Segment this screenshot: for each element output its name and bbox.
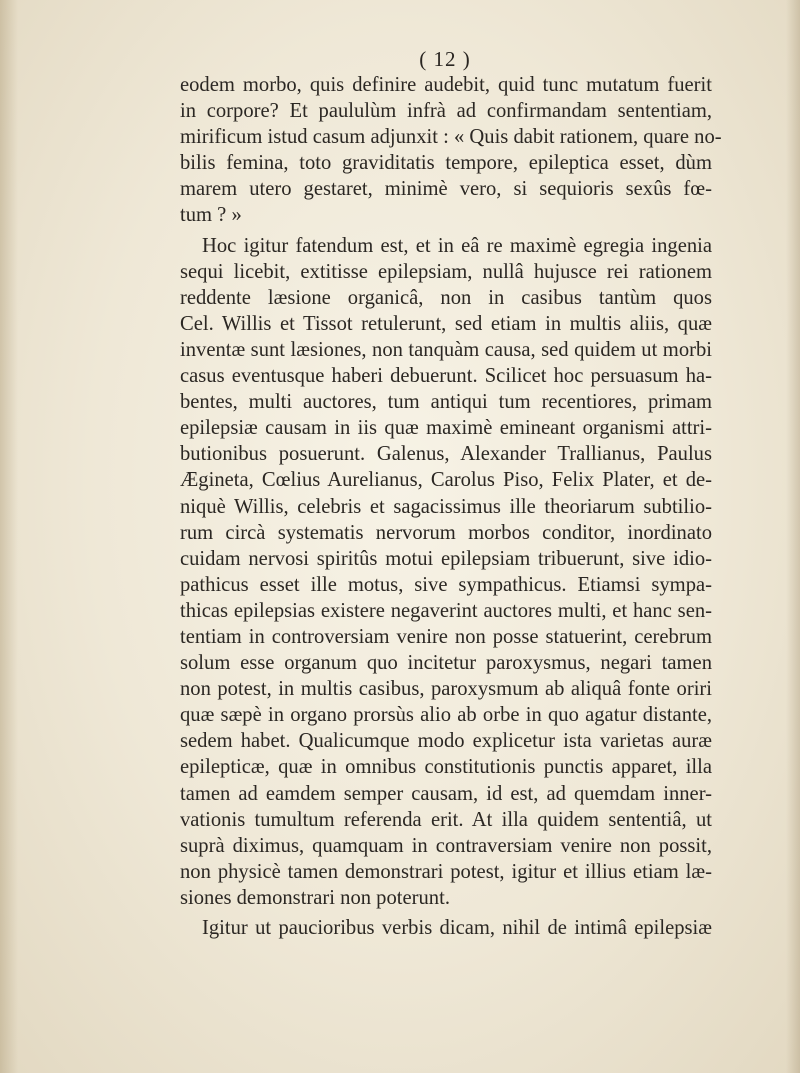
text-line: butionibus posuerunt. Galenus, Alexander Trallianus, Paulus bbox=[180, 443, 712, 466]
text-line: siones demonstrari non poterunt. bbox=[180, 886, 450, 909]
text-line: rum circà systematis nervorum morbos conditor, inordinato bbox=[180, 521, 712, 544]
text-line: cuidam nervosi spiritûs motui epilepsiam tribuerunt, sive idio- bbox=[180, 547, 712, 570]
text-line: tentiam in controversiam venire non posse statuerint, cerebrum bbox=[180, 625, 712, 648]
text-line: thicas epilepsias existere negaverint auctores multi, et hanc sen- bbox=[180, 599, 712, 622]
text-line: niquè Willis, celebris et sagacissimus ille theoriarum subtilio- bbox=[180, 495, 712, 518]
text-line: sedem habet. Qualicumque modo explicetur ista varietas auræ bbox=[180, 730, 712, 753]
text-line: tamen ad eamdem semper causam, id est, ad quemdam inner- bbox=[180, 782, 712, 805]
text-line: casus eventusque haberi debuerunt. Scilicet hoc persuasum ha- bbox=[180, 365, 712, 388]
text-line: vationis tumultum referenda erit. At illa quidem sententiâ, ut bbox=[180, 808, 712, 831]
text-line: mirificum istud casum adjunxit : « Quis dabit rationem, quare no- bbox=[180, 126, 722, 149]
text-line: tum ? » bbox=[180, 204, 242, 227]
text-line: in corpore? Et paululùm infrà ad confirmandam sententiam, bbox=[180, 100, 712, 123]
page-number: ( 12 ) bbox=[419, 47, 471, 71]
text-line: Cel. Willis et Tissot retulerunt, sed etiam in multis aliis, quæ bbox=[180, 312, 712, 335]
text-line: eodem morbo, quis definire audebit, quid tunc mutatum fuerit bbox=[180, 74, 712, 96]
text-line: Hoc igitur fatendum est, et in eâ re maximè egregia ingenia bbox=[202, 234, 712, 257]
text-line: epilepsiæ causam in iis quæ maximè emineant organismi attri- bbox=[180, 417, 712, 440]
text-line: suprà diximus, quamquam in contraversiam venire non possit, bbox=[180, 834, 712, 857]
text-line: bentes, multi auctores, tum antiqui tum recentiores, primam bbox=[180, 391, 712, 414]
text-line: inventæ sunt læsiones, non tanquàm causa, sed quidem ut morbi bbox=[180, 338, 712, 361]
text-line: epilepticæ, quæ in omnibus constitutionis punctis apparet, illa bbox=[180, 756, 712, 779]
text-line: Ægineta, Cœlius Aurelianus, Carolus Piso, Felix Plater, et de- bbox=[180, 469, 712, 492]
text-line: pathicus esset ille motus, sive sympathicus. Etiamsi sympa- bbox=[180, 573, 712, 596]
text-line: bilis femina, toto graviditatis tempore, epileptica esset, dùm bbox=[180, 152, 712, 175]
text-line: Igitur ut paucioribus verbis dicam, nihil de intimâ epilepsiæ bbox=[202, 917, 712, 939]
text-line: quæ sæpè in organo prorsùs alio ab orbe in quo agatur distante, bbox=[180, 704, 712, 727]
text-line: non physicè tamen demonstrari potest, igitur et illius etiam læ- bbox=[180, 860, 712, 883]
body-text bbox=[180, 72, 722, 941]
text-line: marem utero gestaret, minimè vero, si sequioris sexûs fœ- bbox=[180, 178, 712, 201]
text-line: reddente læsione organicâ, non in casibus tantùm quos bbox=[180, 286, 712, 309]
text-line: sequi licebit, extitisse epilepsiam, nullâ hujusce rei rationem bbox=[180, 260, 712, 283]
text-line: solum esse organum quo incitetur paroxysmus, negari tamen bbox=[180, 652, 712, 675]
text-line: non potest, in multis casibus, paroxysmum ab aliquâ fonte oriri bbox=[180, 678, 712, 701]
